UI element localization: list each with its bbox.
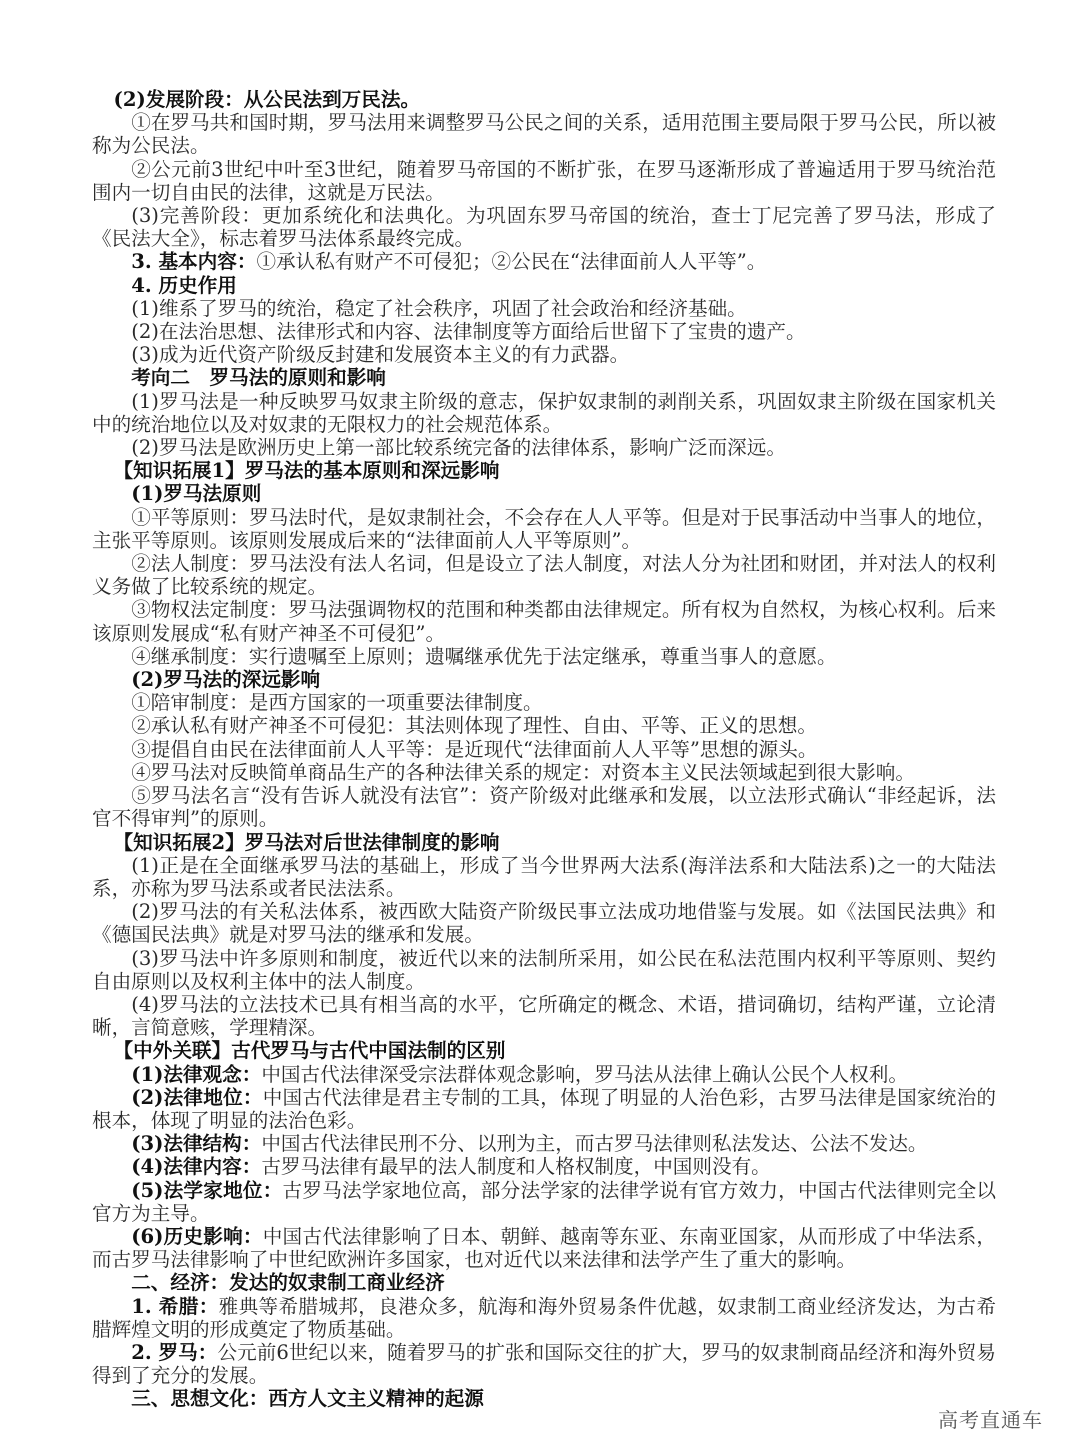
section-heading bbox=[92, 1387, 996, 1410]
paragraph-text: 中国古代法律影响了日本、朝鲜、越南等东亚、东南亚国家，从而形成了中华法系，而古罗马法律影响了中世纪欧洲许多国家，也对近代以来法律和法学产生了重大的影响。 bbox=[92, 1224, 996, 1272]
paragraph-lead: 考向二 罗马法的原则和影响 bbox=[131, 366, 386, 390]
paragraph bbox=[92, 250, 996, 273]
paragraph-lead: 三、思想文化：西方人文主义精神的起源 bbox=[131, 1387, 484, 1411]
paragraph-text: ②公元前3世纪中叶至3世纪，随着罗马帝国的不断扩张，在罗马逐渐形成了普遍适用于罗马统治范围内一切自由民的法律，这就是万民法。 bbox=[92, 157, 996, 204]
paragraph-lead: (1)法律观念： bbox=[131, 1062, 262, 1086]
paragraph-text: 中国古代法律深受宗法群体观念影响，罗马法从法律上确认公民个人权利。 bbox=[261, 1062, 908, 1086]
paragraph-lead: 3. 基本内容： bbox=[131, 250, 257, 274]
paragraph-text: ②承认私有财产神圣不可侵犯：其法则体现了理性、自由、平等、正义的思想。 bbox=[131, 714, 817, 738]
paragraph bbox=[92, 784, 996, 830]
paragraph-lead: 【知识拓展1】罗马法的基本原则和深远影响 bbox=[113, 459, 500, 483]
section-heading bbox=[92, 831, 996, 854]
paragraph bbox=[92, 390, 996, 436]
paragraph-lead: 2. 罗马： bbox=[131, 1340, 218, 1364]
paragraph bbox=[92, 111, 996, 157]
paragraph-text: ①陪审制度：是西方国家的一项重要法律制度。 bbox=[131, 691, 543, 715]
paragraph bbox=[92, 854, 996, 900]
section-heading bbox=[92, 482, 996, 505]
paragraph-lead: (5)法学家地位： bbox=[131, 1178, 283, 1202]
watermark: 高考直通车 bbox=[938, 1408, 1043, 1432]
paragraph-lead: (2)法律地位： bbox=[131, 1085, 263, 1109]
paragraph-text: 公元前6世纪以来，随着罗马的扩张和国际交往的扩大，罗马的奴隶制商品经济和海外贸易得到了充分的发展。 bbox=[92, 1340, 997, 1388]
paragraph bbox=[92, 1341, 996, 1387]
paragraph bbox=[92, 761, 996, 784]
paragraph-text: (2)罗马法的有关私法体系，被西欧大陆资产阶级民事立法成功地借鉴与发展。如《法国民法典》和《德国民法典》就是对罗马法的继承和发展。 bbox=[92, 900, 996, 947]
paragraph-lead: (3)法律结构： bbox=[131, 1132, 262, 1156]
paragraph-lead: (1)罗马法原则 bbox=[131, 482, 262, 506]
paragraph-text: (3)罗马法中许多原则和制度，被近代以来的法制所采用，如公民在私法范围内权利平等原则、契约自由原则以及权利主体中的法人制度。 bbox=[92, 946, 996, 993]
paragraph bbox=[92, 506, 996, 552]
paragraph bbox=[92, 1225, 996, 1271]
paragraph bbox=[92, 158, 996, 204]
paragraph-lead: (2)罗马法的深远影响 bbox=[131, 668, 321, 692]
paragraph-text: 中国古代法律是君主专制的工具，体现了明显的人治色彩，古罗马法律是国家统治的根本，体现了明显的法治色彩。 bbox=[92, 1085, 996, 1132]
paragraph-text: 中国古代法律民刑不分、以刑为主，而古罗马法律则私法发达、公法不发达。 bbox=[261, 1132, 928, 1156]
paragraph-text: 古罗马法律有最早的法人制度和人格权制度，中国则没有。 bbox=[261, 1155, 771, 1179]
document-body bbox=[92, 88, 996, 1411]
paragraph-text: ③物权法定制度：罗马法强调物权的范围和种类都由法律规定。所有权为自然权，为核心权利。后来该原则发展成“私有财产神圣不可侵犯”。 bbox=[92, 598, 996, 645]
paragraph-lead: 1. 希腊： bbox=[131, 1294, 219, 1318]
paragraph bbox=[92, 993, 996, 1039]
paragraph-text: ①平等原则：罗马法时代，是奴隶制社会，不会存在人人平等。但是对于民事活动中当事人的地位，主张平等原则。该原则发展成后来的“法律面前人人平等原则”。 bbox=[92, 505, 996, 552]
paragraph-lead: (2)发展阶段：从公民法到万民法。 bbox=[113, 88, 421, 111]
section-heading bbox=[92, 1271, 996, 1294]
paragraph bbox=[92, 714, 996, 737]
section-heading bbox=[92, 1039, 996, 1062]
paragraph bbox=[92, 645, 996, 668]
paragraph-lead: 【知识拓展2】罗马法对后世法律制度的影响 bbox=[113, 830, 500, 854]
paragraph bbox=[92, 436, 996, 459]
section-heading bbox=[92, 668, 996, 691]
paragraph-text: ④继承制度：实行遗嘱至上原则；遗嘱继承优先于法定继承，尊重当事人的意愿。 bbox=[131, 644, 837, 668]
section-heading bbox=[92, 366, 996, 389]
paragraph-lead: (4)法律内容： bbox=[131, 1155, 262, 1179]
paragraph bbox=[92, 1086, 996, 1132]
paragraph-text: ③提倡自由民在法律面前人人平等：是近现代“法律面前人人平等”思想的源头。 bbox=[131, 737, 818, 761]
section-heading bbox=[92, 274, 996, 297]
paragraph bbox=[92, 1295, 996, 1341]
paragraph bbox=[92, 204, 996, 250]
paragraph-text: ⑤罗马法名言“没有告诉人就没有法官”：资产阶级对此继承和发展，以立法形式确认“非经起诉，法官不得审判”的原则。 bbox=[92, 784, 996, 831]
paragraph-text: (1)维系了罗马的统治，稳定了社会秩序，巩固了社会政治和经济基础。 bbox=[131, 296, 747, 320]
paragraph bbox=[92, 598, 996, 644]
paragraph bbox=[92, 947, 996, 993]
paragraph bbox=[92, 738, 996, 761]
paragraph-text: (2)罗马法是欧洲历史上第一部比较系统完备的法律体系，影响广泛而深远。 bbox=[131, 436, 786, 460]
paragraph bbox=[92, 297, 996, 320]
paragraph-text: ②法人制度：罗马法没有法人名词，但是设立了法人制度，对法人分为社团和财团，并对法人的权利义务做了比较系统的规定。 bbox=[92, 552, 996, 599]
paragraph-text: 古罗马法学家地位高，部分法学家的法律学说有官方效力，中国古代法律则完全以官方为主导。 bbox=[92, 1178, 996, 1225]
paragraph-lead: 二、经济：发达的奴隶制工商业经济 bbox=[131, 1271, 445, 1295]
paragraph-text: (4)罗马法的立法技术已具有相当高的水平，它所确定的概念、术语，措词确切，结构严谨，立论清晰，言简意赅，学理精深。 bbox=[92, 992, 996, 1040]
paragraph-text: ①承认私有财产不可侵犯；②公民在“法律面前人人平等”。 bbox=[256, 250, 767, 274]
paragraph-lead: 4. 历史作用 bbox=[131, 273, 237, 297]
paragraph-text: (2)在法治思想、法律形式和内容、法律制度等方面给后世留下了宝贵的遗产。 bbox=[131, 320, 806, 344]
paragraph-text: 雅典等希腊城邦，良港众多，航海和海外贸易条件优越，奴隶制工商业经济发达，为古希腊辉煌文明的形成奠定了物质基础。 bbox=[92, 1294, 996, 1341]
paragraph bbox=[92, 691, 996, 714]
paragraph-text: (1)正是在全面继承罗马法的基础上，形成了当今世界两大法系(海洋法系和大陆法系)之一的大陆法系，亦称为罗马法系或者民法法系。 bbox=[92, 853, 996, 900]
paragraph-lead: (6)历史影响： bbox=[131, 1224, 263, 1248]
section-heading bbox=[92, 459, 996, 482]
paragraph-lead: 【中外关联】古代罗马与古代中国法制的区别 bbox=[113, 1039, 506, 1063]
paragraph bbox=[92, 1155, 996, 1178]
section-heading bbox=[92, 88, 996, 111]
paragraph bbox=[92, 343, 996, 366]
paragraph bbox=[92, 900, 996, 946]
paragraph bbox=[92, 1132, 996, 1155]
paragraph bbox=[92, 552, 996, 598]
paragraph-text: (3)成为近代资产阶级反封建和发展资本主义的有力武器。 bbox=[131, 343, 630, 367]
paragraph bbox=[92, 1063, 996, 1086]
paragraph-text: (1)罗马法是一种反映罗马奴隶主阶级的意志，保护奴隶制的剥削关系，巩固奴隶主阶级在国家机关中的统治地位以及对奴隶的无限权力的社会规范体系。 bbox=[92, 389, 996, 436]
paragraph-text: (3)完善阶段：更加系统化和法典化。为巩固东罗马帝国的统治，查士丁尼完善了罗马法，形成了《民法大全》，标志着罗马法体系最终完成。 bbox=[92, 204, 996, 251]
paragraph-text: ①在罗马共和国时期，罗马法用来调整罗马公民之间的关系，适用范围主要局限于罗马公民，所以被称为公民法。 bbox=[92, 111, 996, 158]
paragraph bbox=[92, 1179, 996, 1225]
paragraph-text: ④罗马法对反映简单商品生产的各种法律关系的规定：对资本主义民法领域起到很大影响。 bbox=[131, 760, 915, 784]
paragraph bbox=[92, 320, 996, 343]
